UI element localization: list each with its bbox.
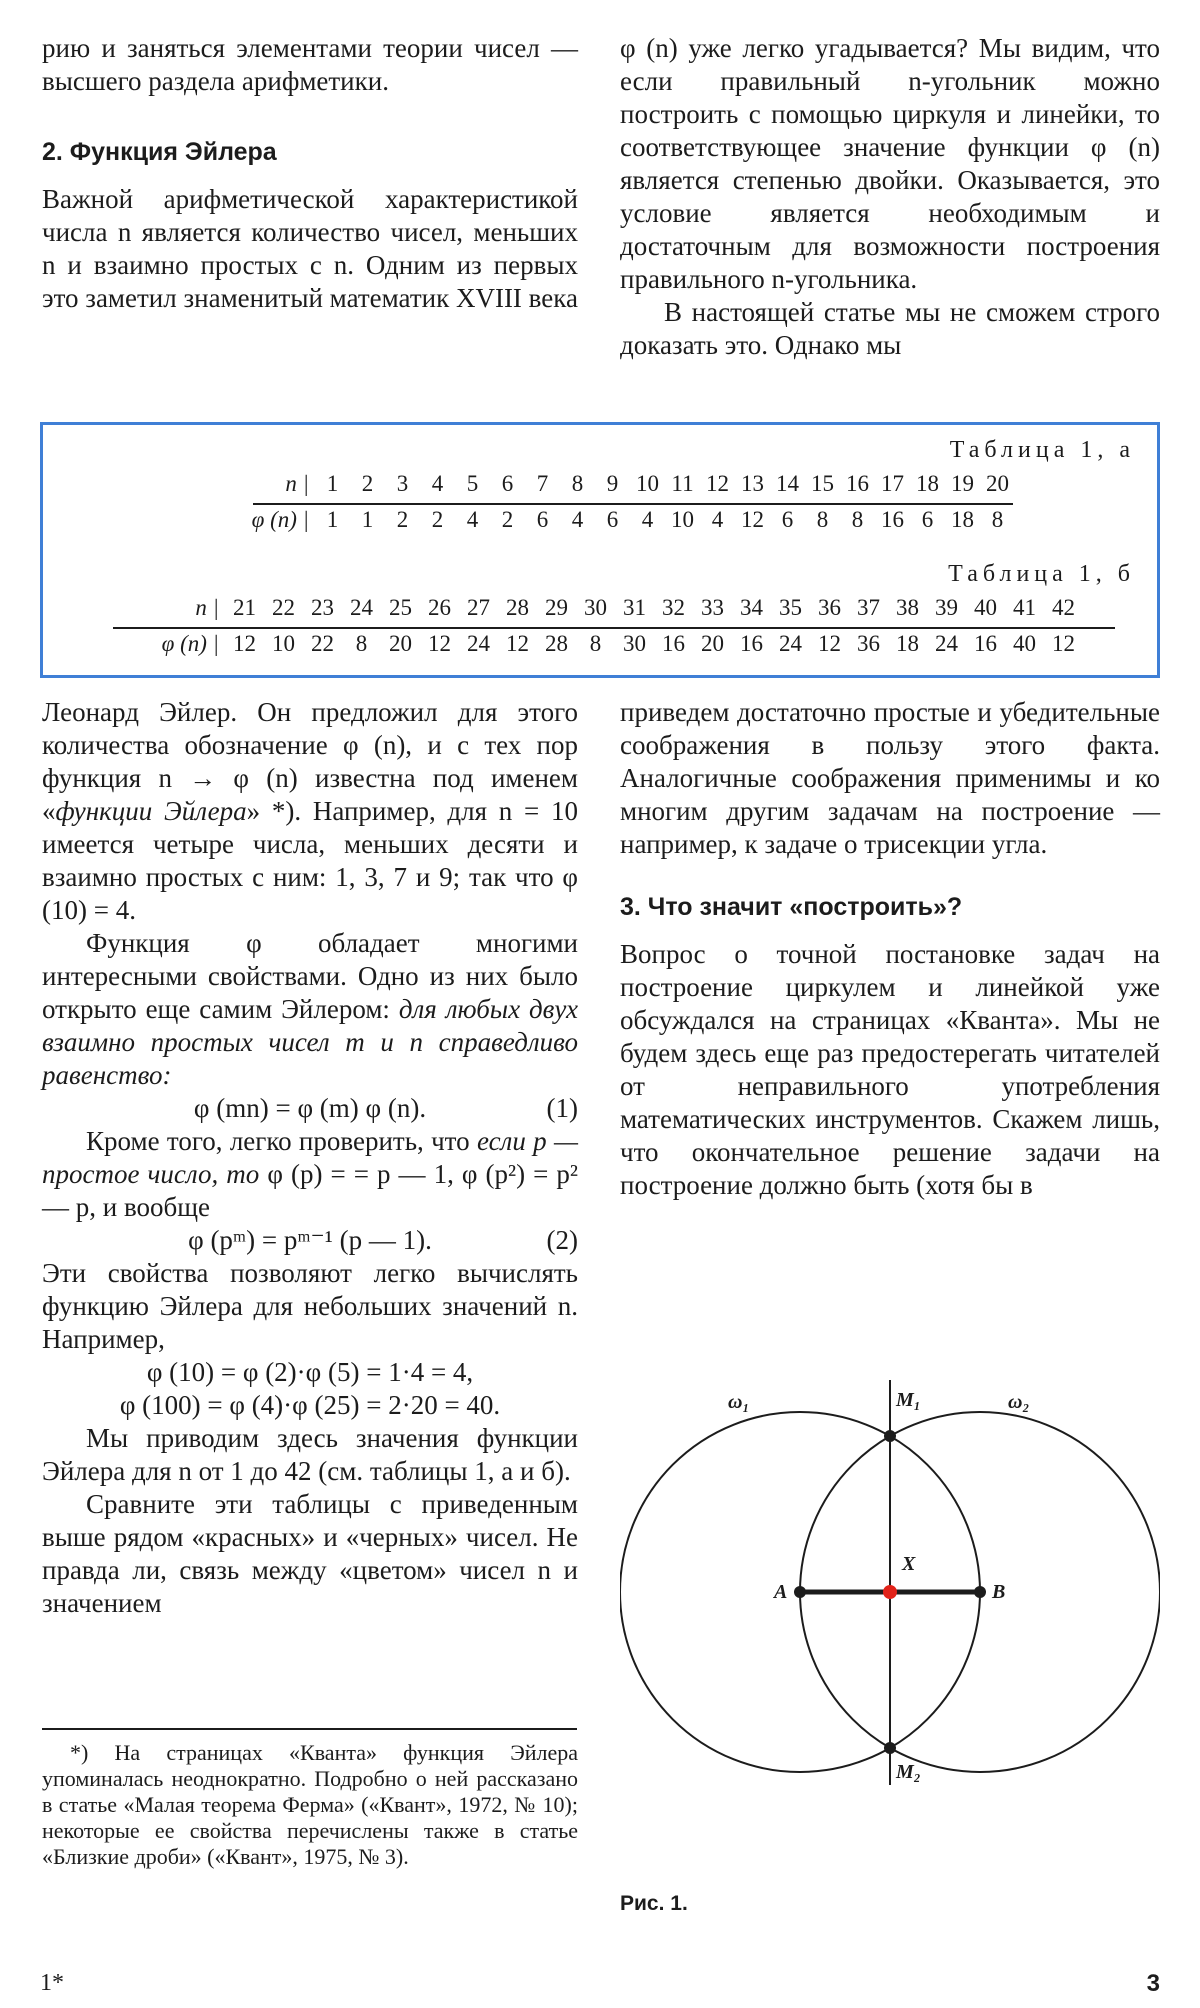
point-b	[974, 1586, 986, 1598]
table-b-phi-row	[133, 631, 1083, 657]
table-cell: 22	[272, 595, 295, 620]
table-cell: 17	[881, 471, 904, 496]
table-cell: 7	[536, 471, 549, 496]
column-right-top	[620, 32, 1160, 362]
table-cell: 20	[701, 631, 724, 656]
table-cell: 6	[781, 507, 794, 532]
table-cell: 16	[881, 507, 904, 532]
table-cell: 12	[741, 507, 764, 532]
table-cell: 9	[606, 471, 619, 496]
table-cell: 4	[571, 507, 584, 532]
label-m2: M₂	[896, 1761, 921, 1783]
figure-circles	[620, 1370, 1160, 1790]
table-cell: 15	[811, 471, 834, 496]
figure-caption: Рис. 1.	[620, 1892, 688, 1915]
table-cell: 10	[636, 471, 659, 496]
table-cell: 24	[467, 631, 490, 656]
paragraph: Кроме того, легко проверить, что если p — простое число, то φ (p) = = p — 1, φ (p²) = p² — p, и вообще	[42, 1126, 578, 1222]
label-a: A	[774, 1581, 788, 1603]
point-x-midpoint	[883, 1585, 897, 1599]
table-cell: 18	[951, 507, 974, 532]
paragraph: Функция φ обладает многими интересными свойствами. Одно из них было открыто еще самим Эйлером: для любых двух взаимно простых чисел m и n справедливо равенство:	[42, 928, 578, 1090]
table-cell: 40	[1013, 631, 1036, 656]
table-a-n-row	[253, 471, 1015, 497]
table-cell: 27	[467, 595, 490, 620]
table-cell: 20	[389, 631, 412, 656]
table-cell: 12	[428, 631, 451, 656]
table-cell: 36	[857, 631, 880, 656]
table-cell: 4	[711, 507, 724, 532]
table-cell: 5	[466, 471, 479, 496]
table-cell: 18	[896, 631, 919, 656]
table-cell: 2	[361, 471, 374, 496]
column-left-bottom	[42, 696, 578, 1620]
table-cell: 42	[1052, 595, 1075, 620]
table-cell: 29	[545, 595, 568, 620]
footnote-text: *) На страницах «Кванта» функция Эйлера упоминалась неоднократно. Подробно о ней рассказано в статье «Малая теорема Ферма» («Квант», 1972, № 10); некоторые ее свойства перечислены также в статье «Близкие дроби» («Квант», 1975, № 3).	[42, 1740, 578, 1869]
paragraph: Мы приводим здесь значения функции Эйлера для n от 1 до 42 (см. таблицы 1, а и б).	[42, 1423, 578, 1486]
table-cell: 23	[311, 595, 334, 620]
table-cell: 24	[935, 631, 958, 656]
table-cell: 37	[857, 595, 880, 620]
section-heading-3: 3. Что значит «построить»?	[620, 893, 963, 921]
table-cell: 2	[431, 507, 444, 532]
table-cell: 14	[776, 471, 799, 496]
table-cell: 16	[974, 631, 997, 656]
table-cell: 11	[671, 471, 694, 496]
table-cell: 10	[671, 507, 694, 532]
table-cell: 6	[921, 507, 934, 532]
point-m2	[884, 1742, 896, 1754]
table-cell: 28	[506, 595, 529, 620]
table-cell: 35	[779, 595, 802, 620]
formula-1: φ (mn) = φ (m) φ (n). (1)	[193, 1093, 578, 1123]
paragraph: приведем достаточно простые и убедительные соображения в пользу этого факта. Аналогичные соображения применимы и ко многим другим задачам на построение — например, к задаче о трисекции угла.	[620, 697, 1160, 859]
table-cell: 4	[466, 507, 479, 532]
table-cell: 6	[501, 471, 514, 496]
table-cell: 34	[740, 595, 763, 620]
page-number: 3	[1146, 1970, 1160, 1997]
label-m1: M₁	[896, 1389, 921, 1411]
table-cell: 26	[428, 595, 451, 620]
table-cell: 40	[974, 595, 997, 620]
table-cell: 6	[606, 507, 619, 532]
column-right-bottom	[620, 696, 1160, 1202]
formula-4: φ (100) = φ (4)·φ (25) = 2·20 = 40.	[119, 1390, 501, 1420]
footnote-rule	[42, 1728, 577, 1730]
table-b-n-row	[163, 595, 1083, 621]
table-cell: 13	[741, 471, 764, 496]
table-cell: 6	[536, 507, 549, 532]
table-cell: 28	[545, 631, 568, 656]
paragraph: рию и заняться элементами теории чисел — высшего раздела арифметики.	[42, 33, 578, 96]
table-cell: 41	[1013, 595, 1036, 620]
table-a-rule	[253, 503, 1013, 505]
label-x: X	[902, 1553, 916, 1575]
row-label: n |	[285, 471, 309, 496]
table-cell: 8	[589, 631, 602, 656]
table-cell: 38	[896, 595, 919, 620]
table-cell: 4	[641, 507, 654, 532]
table-cell: 10	[272, 631, 295, 656]
footnote	[42, 1740, 578, 1870]
paragraph: В настоящей статье мы не сможем строго доказать это. Однако мы	[620, 297, 1160, 360]
row-label: φ (n) |	[251, 507, 309, 532]
table-cell: 3	[396, 471, 409, 496]
table-cell: 1	[326, 507, 339, 532]
table-cell: 4	[431, 471, 444, 496]
table-cell: 16	[740, 631, 763, 656]
table-cell: 8	[571, 471, 584, 496]
section-heading-2: 2. Функция Эйлера	[42, 138, 277, 166]
table-cell: 12	[506, 631, 529, 656]
table-cell: 12	[706, 471, 729, 496]
table-cell: 33	[701, 595, 724, 620]
table-cell: 1	[326, 471, 339, 496]
table-cell: 30	[584, 595, 607, 620]
euler-tables-box	[40, 422, 1160, 678]
formula-2: φ (pᵐ) = pᵐ⁻¹ (p — 1). (2)	[188, 1225, 578, 1255]
paragraph: Леонард Эйлер. Он предложил для этого количества обозначение φ (n), и с тех пор функция n → φ (n) известна под именем «функции Эйлера» *). Например, для n = 10 имеется четыре числа, меньших десяти и взаимно простых с ним: 1, 3, 7 и 9; так что φ (10) = 4.	[42, 697, 579, 925]
row-label: φ (n) |	[161, 631, 219, 656]
table-cell: 32	[662, 595, 685, 620]
table-cell: 2	[396, 507, 409, 532]
table-cell: 24	[779, 631, 802, 656]
table-cell: 18	[916, 471, 939, 496]
table-a-phi-row	[223, 507, 1015, 533]
table-cell: 1	[361, 507, 374, 532]
table-cell: 39	[935, 595, 958, 620]
column-left-top	[42, 32, 578, 315]
table-cell: 21	[233, 595, 256, 620]
table-cell: 36	[818, 595, 841, 620]
formula-3: φ (10) = φ (2)·φ (5) = 1·4 = 4,	[146, 1357, 474, 1387]
label-omega1: ω₁	[728, 1391, 750, 1413]
label-omega2: ω₂	[1008, 1391, 1030, 1413]
table-cell: 25	[389, 595, 412, 620]
table-cell: 24	[350, 595, 373, 620]
table-cell: 12	[1052, 631, 1075, 656]
row-label: n |	[195, 595, 219, 620]
paragraph: Сравните эти таблицы с приведенным выше рядом «красных» и «черных» чисел. Не правда ли, связь между «цветом» чисел n и значением	[42, 1489, 578, 1618]
table-cell: 8	[355, 631, 368, 656]
table-cell: 2	[501, 507, 514, 532]
table-cell: 16	[846, 471, 869, 496]
table-cell: 8	[991, 507, 1004, 532]
paragraph: Эти свойства позволяют легко вычислять функцию Эйлера для небольших значений n. Например,	[42, 1258, 578, 1354]
table-cell: 19	[951, 471, 974, 496]
table-cell: 20	[986, 471, 1009, 496]
point-m1	[884, 1430, 896, 1442]
paragraph: Важной арифметической характеристикой числа n является количество чисел, меньших n и взаимно простых с n. Одним из первых это заметил знаменитый математик XVIII века	[42, 184, 578, 313]
table-cell: 22	[311, 631, 334, 656]
label-b: B	[992, 1581, 1006, 1603]
paragraph: Вопрос о точной постановке задач на построение циркулем и линейкой уже обсуждался на страницах «Кванта». Мы не будем здесь еще раз предостерегать читателей от неправильного употребления математических инструментов. Скажем лишь, что окончательное решение задачи на построение должно быть (хотя бы в	[620, 939, 1160, 1200]
table-a-caption: Таблица 1, а	[949, 437, 1135, 463]
table-cell: 12	[818, 631, 841, 656]
table-cell: 16	[662, 631, 685, 656]
table-cell: 30	[623, 631, 646, 656]
paragraph: φ (n) уже легко угадывается? Мы видим, что если правильный n-угольник можно построить с помощью циркуля и линейки, то соответствующее значение функции φ (n) является степенью двойки. Оказывается, это условие является необходимым и достаточным для возможности построения правильного n-угольника.	[620, 33, 1160, 294]
table-cell: 8	[816, 507, 829, 532]
table-b-rule	[113, 627, 1115, 629]
table-cell: 8	[851, 507, 864, 532]
point-a	[794, 1586, 806, 1598]
table-cell: 12	[233, 631, 256, 656]
signature-mark: 1*	[40, 1970, 64, 1996]
table-b-caption: Таблица 1, б	[948, 561, 1135, 587]
table-cell: 31	[623, 595, 646, 620]
